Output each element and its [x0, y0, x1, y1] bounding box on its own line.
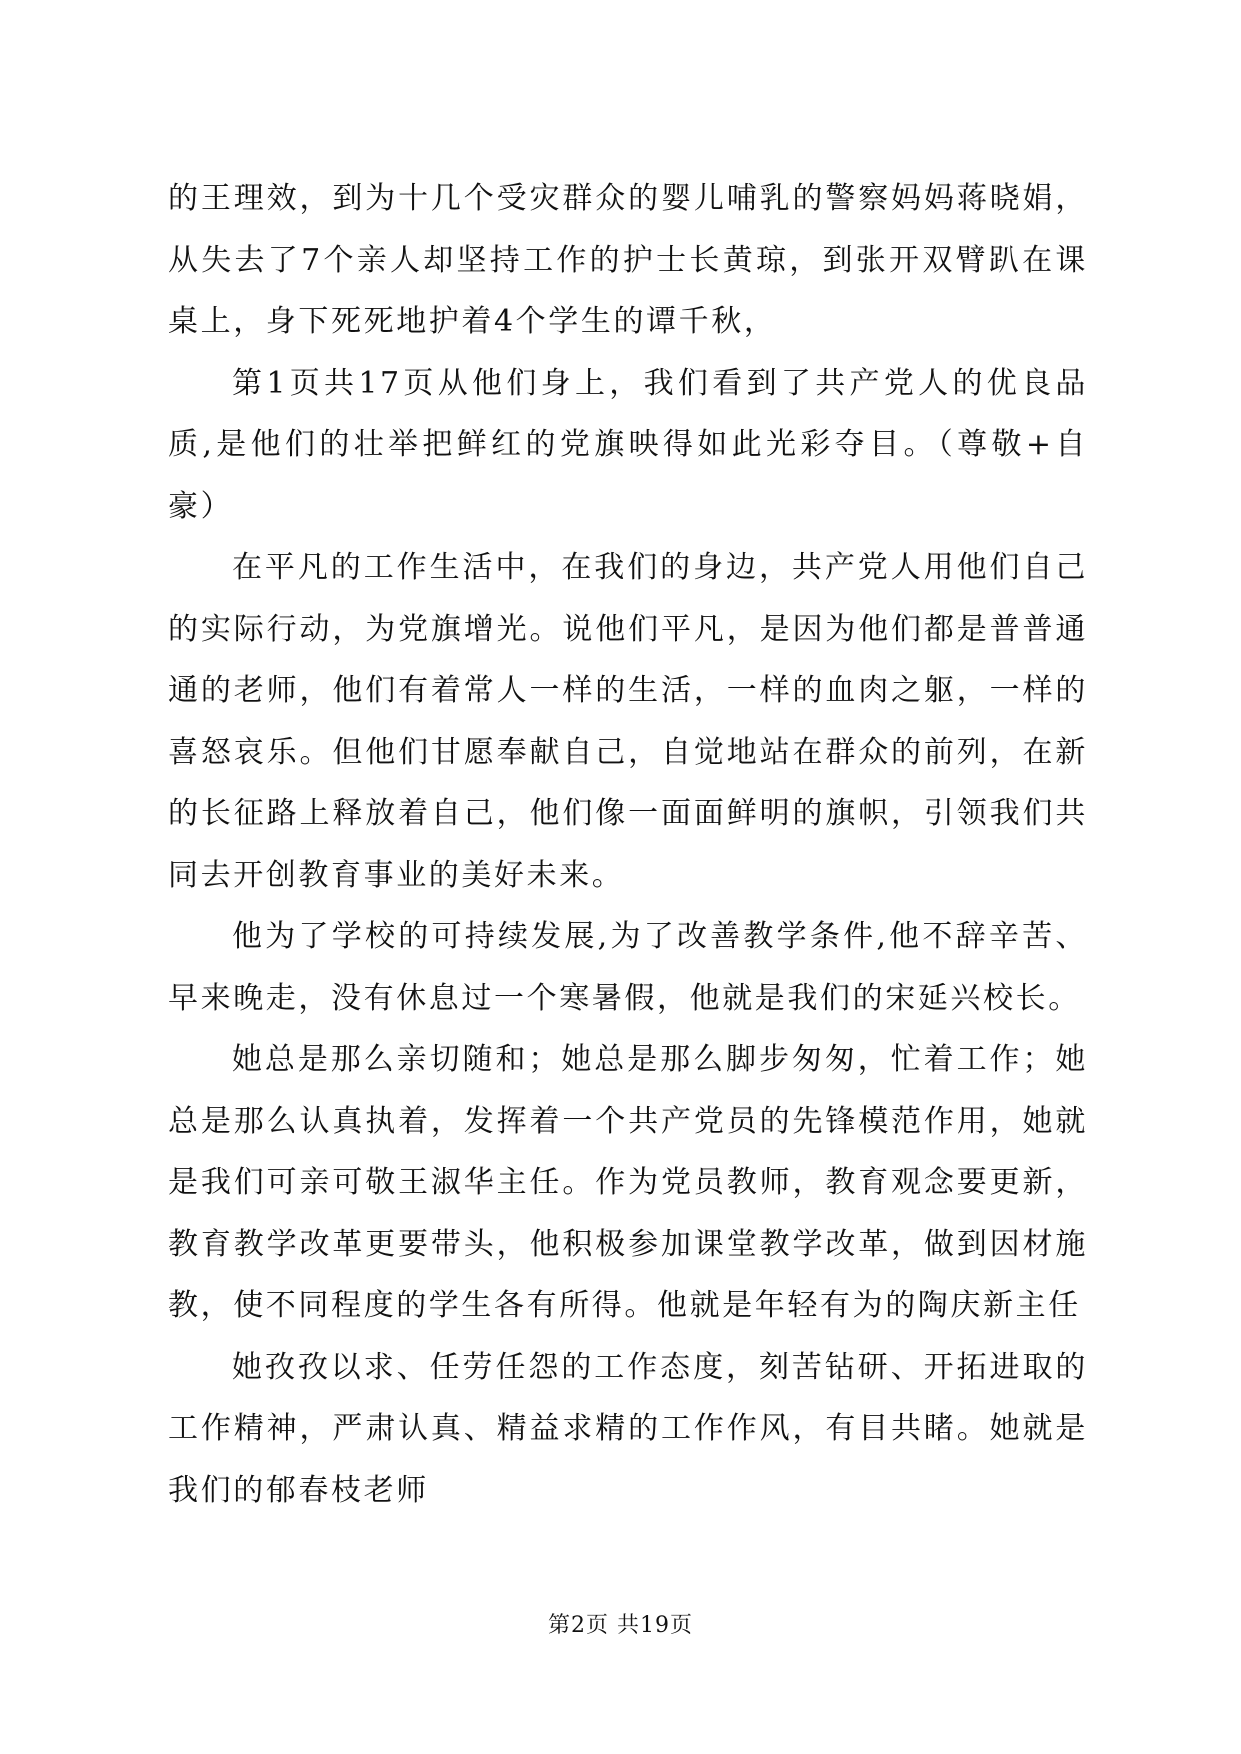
paragraph-5: 她总是那么亲切随和；她总是那么脚步匆匆，忙着工作；她总是那么认真执着，发挥着一个共产党员的先锋模范作用，她就是我们可亲可敬王淑华主任。作为党员教师，教育观念要更新，教育教学改革更要带头，他积极参加课堂教学改革，做到因材施教，使不同程度的学生各有所得。他就是年轻有为的陶庆新主任: [168, 1042, 1088, 1323]
paragraph-6: 她孜孜以求、任劳任怨的工作态度，刻苦钻研、开拓进取的工作精神，严肃认真、精益求精的工作作风，有目共睹。她就是我们的郁春枝老师: [168, 1349, 1088, 1508]
document-body: [168, 168, 1088, 1521]
page-footer: 第2页 共19页: [548, 1613, 693, 1638]
paragraph-4: 他为了学校的可持续发展,为了改善教学条件,他不辞辛苦、早来晚走，没有休息过一个寒暑假，他就是我们的宋延兴校长。: [168, 919, 1088, 1016]
paragraph-1: 的王理效，到为十几个受灾群众的婴儿哺乳的警察妈妈蒋晓娟，从失去了7个亲人却坚持工作的护士长黄琼，到张开双臂趴在课桌上，身下死死地护着4个学生的谭千秋，: [168, 181, 1088, 339]
paragraph-2: 第1页共17页从他们身上，我们看到了共产党人的优良品质,是他们的壮举把鲜红的党旗映得如此光彩夺目。（尊敬+自豪）: [168, 365, 1088, 524]
paragraph-3: 在平凡的工作生活中，在我们的身边，共产党人用他们自己的实际行动，为党旗增光。说他们平凡，是因为他们都是普普通通的老师，他们有着常人一样的生活，一样的血肉之躯，一样的喜怒哀乐。但他们甘愿奉献自己，自觉地站在群众的前列，在新的长征路上释放着自己，他们像一面面鲜明的旗帜，引领我们共同去开创教育事业的美好未来。: [168, 550, 1088, 893]
